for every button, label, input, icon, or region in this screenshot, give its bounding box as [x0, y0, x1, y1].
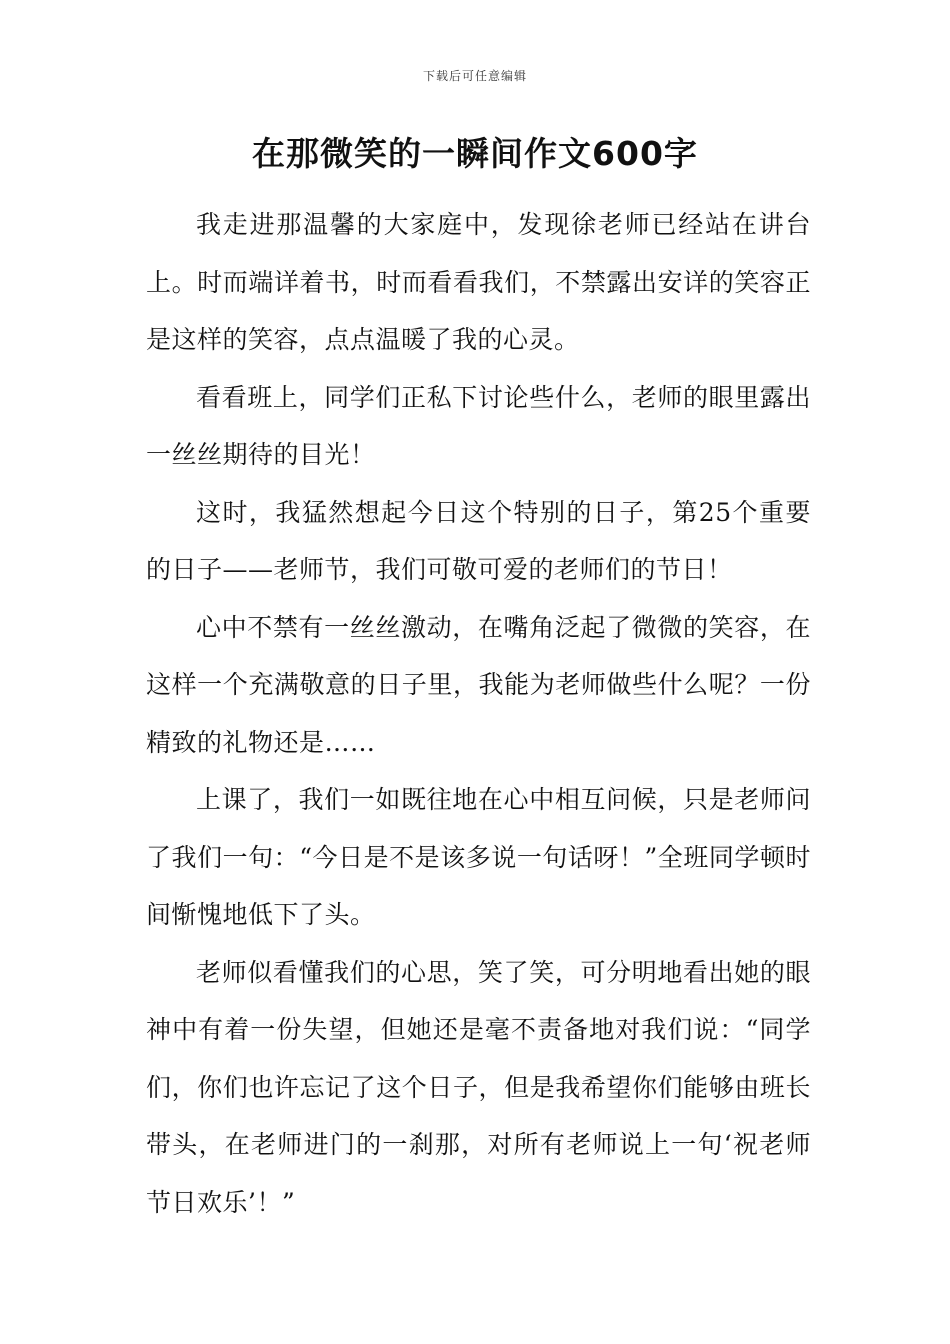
paragraph-6: 老师似看懂我们的心思，笑了笑，可分明地看出她的眼神中有着一份失望，但她还是毫不责备地对我们说：“同学们，你们也许忘记了这个日子，但是我希望你们能够由班长带头，在老师进门的一刹那，对所有老师说上一句‘祝老师节日欢乐’！” — [146, 957, 811, 1217]
essay-body — [146, 196, 811, 1231]
paragraph-2: 看看班上，同学们正私下讨论些什么，老师的眼里露出一丝丝期待的目光！ — [146, 382, 811, 469]
document-title: 在那微笑的一瞬间作文600字 — [252, 134, 698, 173]
paragraph-5: 上课了，我们一如既往地在心中相互问候，只是老师问了我们一句：“今日是不是该多说一句话呀！”全班同学顿时间惭愧地低下了头。 — [146, 785, 811, 929]
paragraph-4: 心中不禁有一丝丝激动，在嘴角泛起了微微的笑容，在这样一个充满敬意的日子里，我能为老师做些什么呢？一份精致的礼物还是…… — [146, 612, 811, 757]
paragraph-1: 我走进那温馨的大家庭中，发现徐老师已经站在讲台上。时而端详着书，时而看看我们，不禁露出安详的笑容正是这样的笑容，点点温暖了我的心灵。 — [146, 210, 811, 354]
header-note: 下载后可任意编辑 — [422, 69, 527, 83]
paragraph-3: 这时，我猛然想起今日这个特别的日子，第25个重要的日子——老师节，我们可敬可爱的老师们的节日！ — [146, 497, 811, 584]
